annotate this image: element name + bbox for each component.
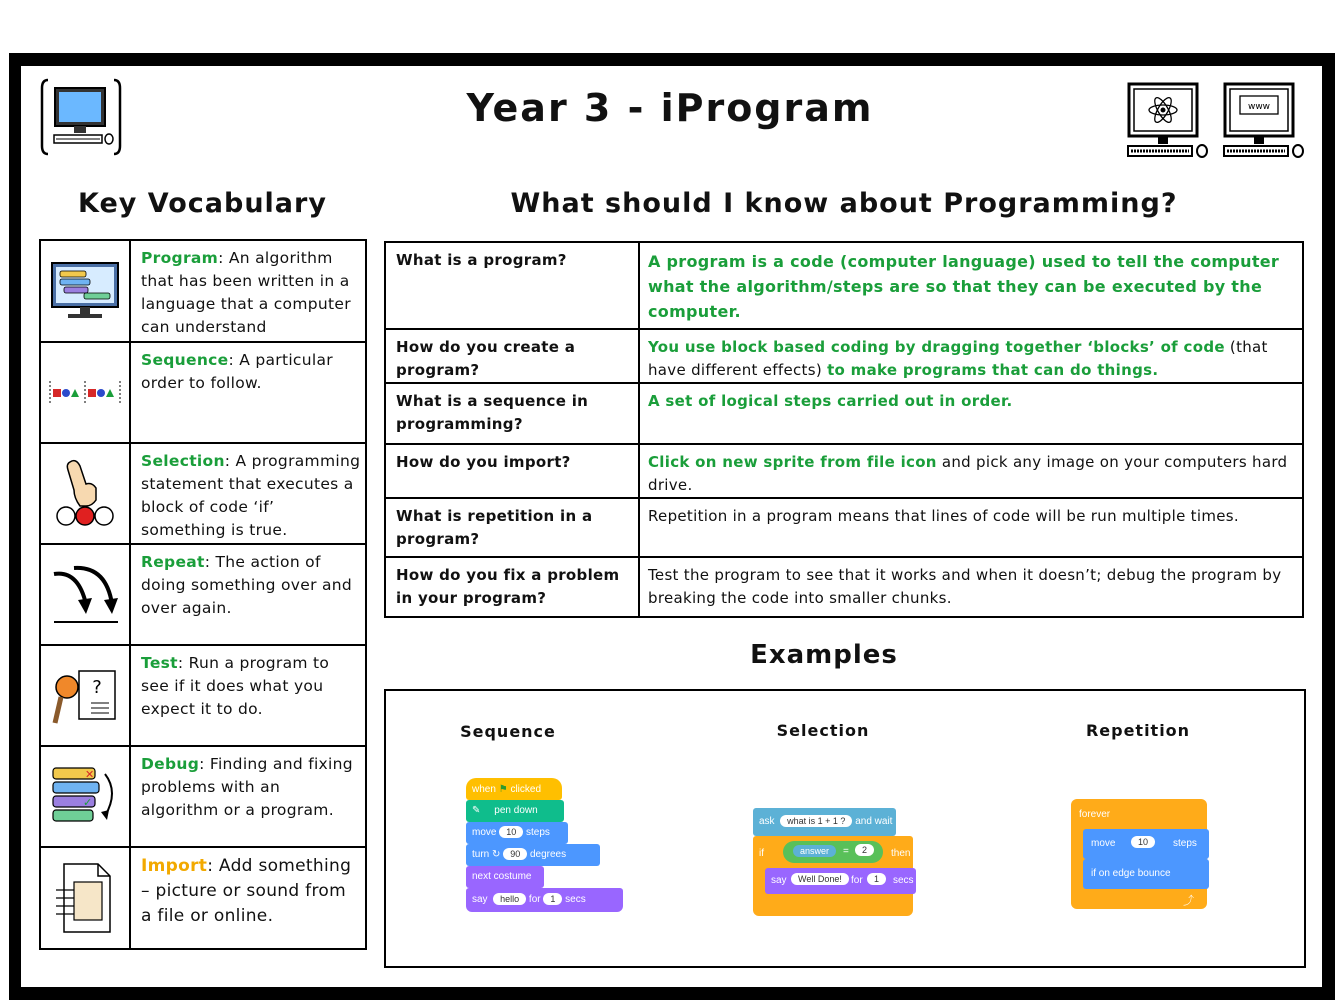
block-text: next costume [472, 871, 532, 882]
knowledge-table [384, 241, 1304, 618]
vocab-term: Debug [141, 755, 200, 773]
vocab-row-selection [41, 444, 365, 545]
vocab-term: Import [141, 856, 208, 876]
say-input[interactable]: hello [493, 893, 526, 905]
block-text: if [759, 848, 764, 859]
block-text: move [1091, 838, 1116, 849]
sequence-script [466, 772, 626, 917]
answer-text: Repetition in a program means that lines of code will be run multiple times. [648, 507, 1239, 525]
repeat-arrows-icon [41, 545, 131, 644]
block-text: steps [526, 827, 550, 838]
ask-input[interactable]: what is 1 + 1 ? [780, 815, 852, 827]
block-text: say [771, 875, 787, 886]
block-text: say [472, 894, 488, 905]
science-computer-icon [1126, 82, 1212, 160]
degrees-input[interactable]: 90 [503, 848, 527, 860]
ask-and-wait-block [753, 808, 896, 836]
rotate-icon: ↻ [492, 849, 501, 860]
vocabulary-heading: Key Vocabulary [78, 188, 327, 219]
knowledge-row [386, 445, 1302, 499]
vocab-row-debug [41, 747, 365, 848]
knowledge-row [386, 499, 1302, 558]
debug-blocks-icon [41, 747, 131, 846]
know-heading: What should I know about Programming? [510, 188, 1178, 219]
secs-input[interactable]: 1 [543, 893, 562, 905]
answer-highlight: A set of logical steps carried out in order. [648, 392, 1013, 410]
green-flag-icon: ⚑ [498, 784, 508, 795]
next-costume-block [466, 866, 544, 888]
block-text: and wait [855, 816, 893, 827]
vocab-row-import [41, 848, 365, 948]
when-flag-clicked-block [466, 778, 562, 800]
move-steps-block [466, 822, 568, 844]
web-computer-icon [1222, 82, 1308, 160]
svg-text:www: www [1247, 102, 1271, 112]
loop-arrow-icon: ⤴ [1183, 895, 1194, 907]
vocab-term: Test [141, 654, 178, 672]
block-text: clicked [510, 784, 542, 795]
vocab-row-test [41, 646, 365, 747]
svg-text:✓: ✓ [83, 795, 93, 809]
vocab-definition: : Finding and fixing problems with an algorithm or a program. [141, 755, 353, 819]
vocab-row-repeat [41, 545, 365, 646]
equals-input[interactable]: 2 [855, 844, 874, 856]
forever-block [1071, 799, 1207, 909]
vocab-definition: : A particular order to follow. [141, 351, 333, 392]
block-text: if on edge bounce [1091, 868, 1171, 879]
if-then-block [753, 836, 913, 916]
vocab-term: Selection [141, 452, 225, 470]
answer-highlight: to make programs that can do things. [827, 361, 1159, 379]
say-for-secs-block [765, 868, 916, 894]
vocab-definition: : A programming statement that executes a block of code ‘if’ something is true. [141, 452, 361, 539]
examples-heading: Examples [750, 640, 898, 670]
answer-text: (that have different effects) [648, 338, 1268, 379]
vocab-term: Program [141, 249, 219, 267]
computer-blocks-icon [41, 241, 131, 341]
vocab-row-program [41, 241, 365, 343]
vocabulary-table [39, 239, 367, 950]
block-text: then [891, 848, 911, 859]
svg-text:✕: ✕ [85, 767, 95, 781]
block-text: for [851, 875, 863, 886]
block-text: move [472, 827, 497, 838]
page-title: Year 3 - iProgram [466, 86, 874, 130]
block-text: = [843, 846, 849, 857]
block-text: for [528, 894, 541, 905]
shapes-sequence-icon [41, 343, 131, 442]
question: What is a sequence in programming? [396, 392, 589, 433]
block-text: pen down [494, 805, 538, 816]
move-steps-block [1083, 829, 1209, 859]
vocab-term: Sequence [141, 351, 229, 369]
block-text: secs [893, 875, 914, 886]
steps-input[interactable]: 10 [1131, 836, 1155, 848]
question: What is repetition in a program? [396, 507, 593, 548]
block-text: turn [472, 849, 490, 860]
block-text: when [472, 784, 496, 795]
vocab-term: Repeat [141, 553, 205, 571]
vocab-definition: : Run a program to see if it does what you expect it to do. [141, 654, 330, 718]
import-file-icon [41, 848, 131, 948]
vocab-row-sequence [41, 343, 365, 444]
knowledge-row [386, 384, 1302, 445]
say-input[interactable]: Well Done! [791, 873, 849, 885]
answer-reporter: answer [793, 845, 836, 857]
question: How do you create a program? [396, 338, 576, 379]
question: How do you fix a problem in your program? [396, 566, 620, 607]
hand-select-icon [41, 444, 131, 543]
selection-example-label: Selection [776, 721, 870, 740]
vocab-definition: : Add something – picture or sound from a file or online. [141, 856, 352, 926]
block-text: steps [1173, 838, 1197, 849]
secs-input[interactable]: 1 [867, 873, 886, 885]
say-for-secs-block [466, 888, 623, 912]
knowledge-row [386, 243, 1302, 330]
pen-icon: ✎ [472, 805, 481, 816]
block-text: ask [759, 816, 775, 827]
vocab-definition: : The action of doing something over and over again. [141, 553, 353, 617]
answer-text: and pick any image on your computers hard drive. [648, 453, 1288, 494]
answer-text: Test the program to see that it works and when it doesn’t; debug the program by breaking the code into smaller chunks. [648, 566, 1282, 607]
sequence-example-label: Sequence [460, 722, 556, 741]
repetition-script [1071, 799, 1213, 911]
vocab-definition: : An algorithm that has been written in a language that a computer can understand [141, 249, 351, 336]
pen-down-block [466, 800, 564, 822]
block-text: degrees [529, 849, 567, 860]
answer-highlight: Click on new sprite from file icon [648, 453, 937, 471]
block-text: secs [565, 894, 586, 905]
selection-script [753, 808, 918, 918]
question: What is a program? [396, 251, 567, 269]
steps-input[interactable]: 10 [499, 826, 523, 838]
repetition-example-label: Repetition [1085, 721, 1191, 740]
svg-text:?: ? [92, 676, 102, 698]
answer-highlight: A program is a code (computer language) used to tell the computer what the algorithm/steps are so that they can be executed by the computer. [648, 252, 1280, 321]
magnifier-question-icon [41, 646, 131, 745]
answer-highlight: You use block based coding by dragging together ‘blocks’ of code [648, 338, 1225, 356]
turn-degrees-block [466, 844, 600, 866]
knowledge-row [386, 330, 1302, 384]
block-text: forever [1079, 809, 1111, 820]
edge-bounce-block [1083, 859, 1209, 889]
knowledge-row [386, 558, 1302, 616]
computer-logo-icon [40, 76, 122, 158]
question: How do you import? [396, 453, 571, 471]
